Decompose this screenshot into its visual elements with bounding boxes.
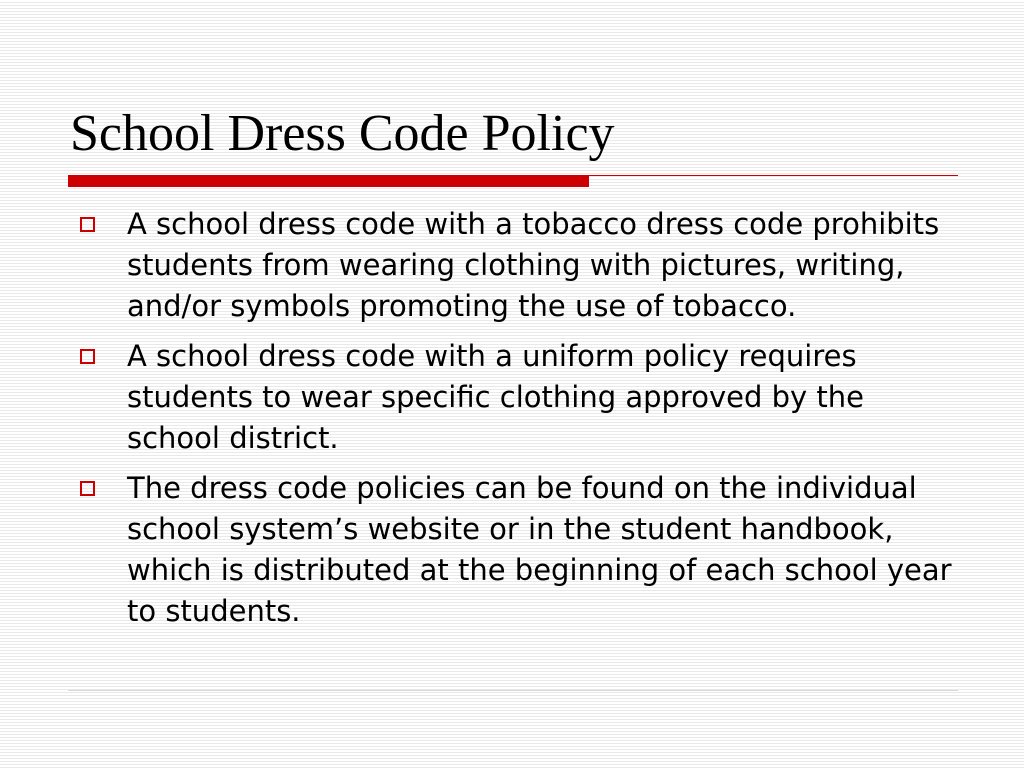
footer-divider: [68, 690, 958, 691]
bullet-item: [78, 468, 958, 632]
hollow-square-bullet-icon: [80, 481, 95, 496]
bullet-text: A school dress code with a tobacco dress code prohibits students from wearing clothing with pictures, writing, and/or symbols promoting the use of tobacco.: [127, 207, 940, 323]
bullet-item: [78, 336, 958, 459]
bullet-item: [78, 204, 958, 327]
bullet-text: A school dress code with a uniform policy requires students to wear specific clothing approved by the school district.: [127, 339, 864, 455]
title-underline-accent: [68, 175, 589, 187]
hollow-square-bullet-icon: [80, 349, 95, 364]
hollow-square-bullet-icon: [80, 217, 95, 232]
slide-title: School Dress Code Policy: [70, 105, 615, 162]
bullet-text: The dress code policies can be found on the individual school system’s website or in the student handbook, which is distributed at the beginning of each school year to students.: [127, 471, 952, 628]
bullet-list: [78, 204, 958, 641]
